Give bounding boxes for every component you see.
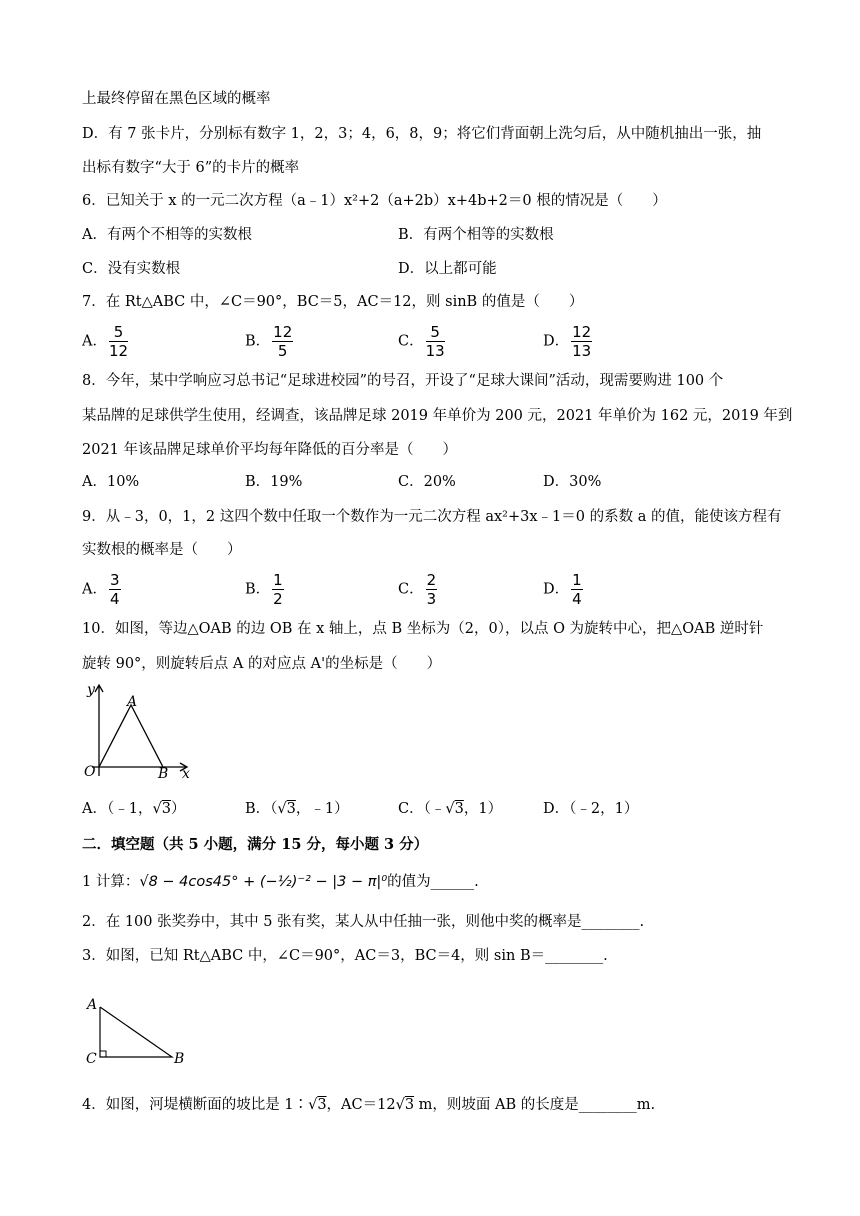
numerator: 1 xyxy=(273,571,283,589)
q9-option-b-label: B． xyxy=(245,581,271,598)
q8-line1: 8．今年，某中学响应习总书记“足球进校园”的号召，开设了“足球大课间”活动，现需要购进 100 个 xyxy=(82,373,724,389)
q10-option-d: D．（﹣2，1） xyxy=(543,801,639,817)
q8-option-b: B．19% xyxy=(245,474,303,490)
q7-option-d-label: D． xyxy=(543,333,570,350)
q6-option-a: A．有两个不相等的实数根 xyxy=(82,227,252,243)
fill-3-stem: 3．如图，已知 Rt△ABC 中，∠C＝90°，AC＝3，BC＝4，则 sin B＝________. xyxy=(82,948,608,964)
q9-option-b xyxy=(245,572,284,607)
q10-figure xyxy=(82,680,202,785)
q8-line3: 2021 年该品牌足球单价平均每年降低的百分率是（ ） xyxy=(82,442,458,458)
label-b: B xyxy=(158,766,169,782)
q10-line2: 旋转 90°，则旋转后点 A 的对应点 A'的坐标是（ ） xyxy=(82,656,442,672)
fill-4-prefix: 4．如图，河堤横断面的坡比是 1∶ xyxy=(82,1097,309,1113)
q10-option-b xyxy=(245,799,349,819)
denominator: 3 xyxy=(426,590,437,608)
radicand: 3 xyxy=(286,801,296,817)
fill-1 xyxy=(82,872,479,892)
fill-1-expression: √8 − 4cos45° + (−½)⁻² − |3 − π|⁰ xyxy=(139,874,388,890)
numerator: 5 xyxy=(109,324,128,342)
q9-option-a-label: A． xyxy=(82,581,107,598)
numerator: 1 xyxy=(572,571,582,589)
q9-option-a xyxy=(82,572,121,607)
numerator: 12 xyxy=(273,323,293,341)
radicand: 3 xyxy=(404,1097,415,1113)
denominator: 13 xyxy=(425,342,445,360)
q9-line2: 实数根的概率是（ ） xyxy=(82,542,242,558)
right-angle-mark xyxy=(100,1051,106,1057)
label-b: B xyxy=(174,1051,185,1067)
q10-option-a-close: ） xyxy=(170,801,186,817)
sqrt-symbol: √ xyxy=(152,801,162,817)
fraction xyxy=(109,572,121,607)
q10-line1: 10．如图，等边△OAB 的边 OB 在 x 轴上，点 B 坐标为（2，0），以点 O 为旋转中心，把△OAB 逆时针 xyxy=(82,621,764,637)
fill-3-figure xyxy=(82,995,192,1070)
q8-option-d: D．30% xyxy=(543,474,602,490)
q10-option-a-text: A．（﹣1， xyxy=(82,801,153,817)
denominator: 2 xyxy=(273,590,283,608)
fraction xyxy=(109,324,128,359)
q8-option-c: C．20% xyxy=(398,474,456,490)
q7-option-a-label: A． xyxy=(82,333,107,350)
label-a: A xyxy=(127,694,138,710)
q7-option-b-label: B． xyxy=(245,333,271,350)
fraction xyxy=(571,324,592,359)
q5-option-d-line1: D．有 7 张卡片，分别标有数字 1，2，3；4，6，8，9；将它们背面朝上洗匀后，从中随机抽出一张，抽 xyxy=(82,126,762,142)
q9-option-c xyxy=(398,572,437,607)
denominator: 5 xyxy=(277,342,288,360)
q6-option-c: C．没有实数根 xyxy=(82,261,181,277)
denominator: 4 xyxy=(572,590,582,608)
q7-option-b xyxy=(245,324,293,359)
q10-option-b-close: ，﹣1） xyxy=(295,801,349,817)
section-heading: 二．填空题（共 5 小题，满分 15 分，每小题 3 分） xyxy=(82,836,429,853)
fill-4-suffix: m，则坡面 AB 的长度是________m. xyxy=(414,1097,656,1113)
sqrt-symbol: √ xyxy=(277,801,287,817)
fill-1-suffix: 的值为______. xyxy=(387,874,479,890)
q6-option-d: D．以上都可能 xyxy=(398,261,497,277)
q6-stem: 6．已知关于 x 的一元二次方程（a﹣1）x²+2（a+2b）x+4b+2＝0 根的情况是（ ） xyxy=(82,193,667,209)
q10-option-c xyxy=(398,799,502,819)
q9-option-d xyxy=(543,572,583,607)
q10-option-a xyxy=(82,799,185,819)
q6-option-b: B．有两个相等的实数根 xyxy=(398,227,554,243)
q10-option-c-close: ，1） xyxy=(463,801,503,817)
numerator: 2 xyxy=(426,571,437,589)
denominator: 4 xyxy=(109,590,120,608)
sqrt-symbol: √ xyxy=(445,801,455,817)
q7-option-c xyxy=(398,324,445,359)
q5-option-d-line2: 出标有数字“大于 6”的卡片的概率 xyxy=(82,160,300,176)
q8-option-a: A．10% xyxy=(82,474,140,490)
label-o: O xyxy=(84,764,96,780)
triangle-oab xyxy=(99,705,163,767)
numerator: 5 xyxy=(426,324,445,342)
q8-line2: 某品牌的足球供学生使用，经调查，该品牌足球 2019 年单价为 200 元，2021 年单价为 162 元，2019 年到 xyxy=(82,408,793,424)
q7-option-a xyxy=(82,324,128,359)
triangle-abc xyxy=(100,1007,172,1057)
q10-option-c-text: C．（﹣ xyxy=(398,801,446,817)
label-c: C xyxy=(86,1051,97,1067)
fraction xyxy=(272,324,293,359)
q9-option-c-label: C． xyxy=(398,581,424,598)
numerator: 3 xyxy=(109,571,120,589)
fraction xyxy=(272,572,284,607)
q7-stem: 7．在 Rt△ABC 中，∠C＝90°，BC＝5，AC＝12，则 sinB 的值是（ ） xyxy=(82,294,584,310)
fill-1-prefix: 1 计算： xyxy=(82,874,140,890)
label-x: x xyxy=(182,766,190,782)
numerator: 12 xyxy=(572,323,592,341)
radicand: 3 xyxy=(454,801,464,817)
q9-line1: 9．从﹣3，0，1，2 这四个数中任取一个数作为一元二次方程 ax²+3x﹣1＝0 的系数 a 的值，能使该方程有 xyxy=(82,509,782,525)
q5-tail: 上最终停留在黑色区域的概率 xyxy=(82,91,271,107)
fraction xyxy=(426,572,438,607)
label-a: A xyxy=(87,997,98,1013)
q7-option-d xyxy=(543,324,592,359)
q7-option-c-label: C． xyxy=(398,333,424,350)
denominator: 12 xyxy=(108,342,129,360)
q9-option-d-label: D． xyxy=(543,581,570,598)
sqrt-symbol: √ xyxy=(308,1097,318,1113)
sqrt-symbol: √ xyxy=(395,1097,405,1113)
fraction xyxy=(426,324,445,359)
fraction xyxy=(571,572,583,607)
q10-option-b-text: B．（ xyxy=(245,801,278,817)
radicand: 3 xyxy=(161,801,171,817)
fill-4 xyxy=(82,1095,655,1115)
denominator: 13 xyxy=(572,342,592,360)
radicand: 3 xyxy=(317,1097,327,1113)
fill-2: 2．在 100 张奖券中，其中 5 张有奖，某人从中任抽一张，则他中奖的概率是________. xyxy=(82,914,645,930)
label-y: y xyxy=(87,682,95,698)
fill-4-middle: ，AC＝12 xyxy=(326,1097,396,1113)
